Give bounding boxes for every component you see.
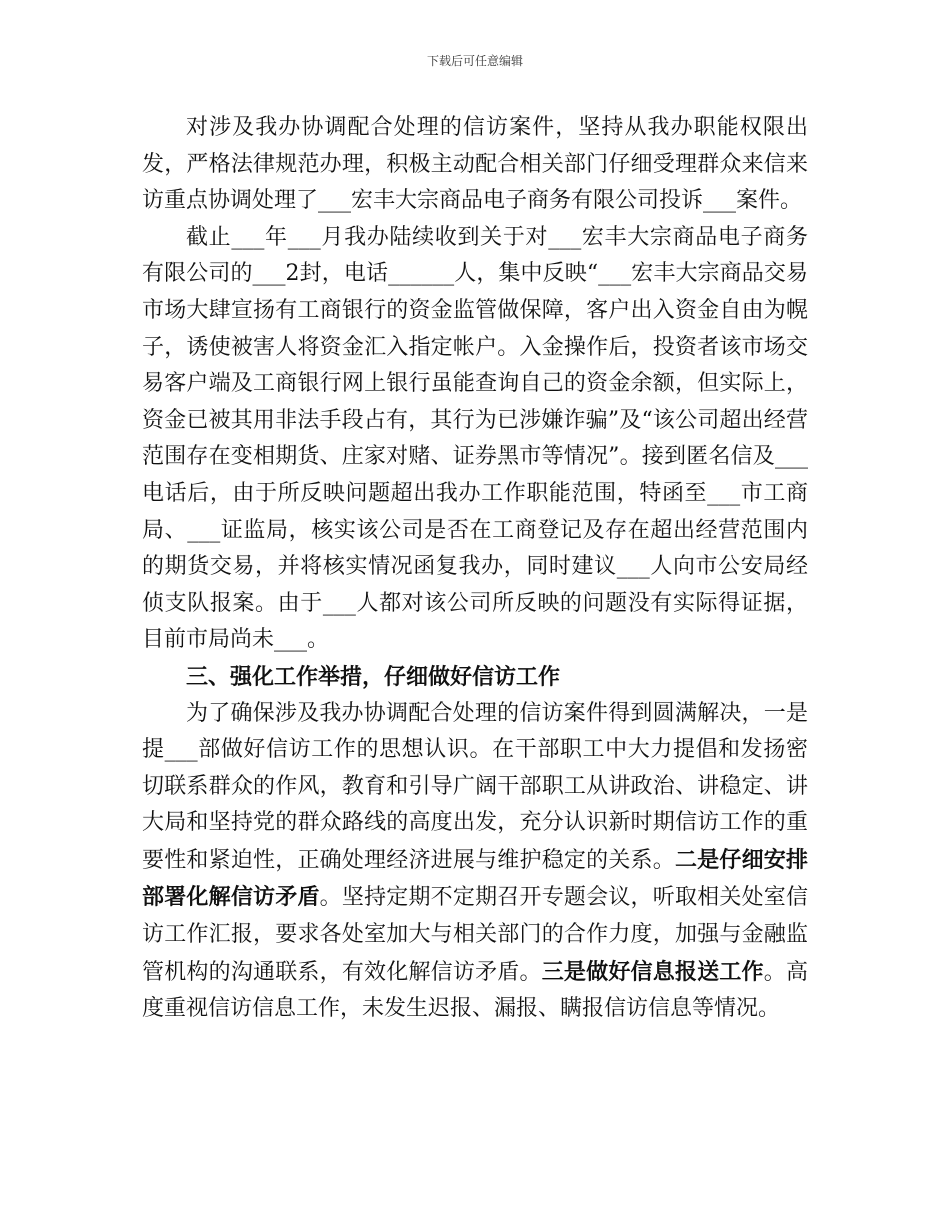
section-heading-3: 三、强化工作举措，仔细做好信访工作 (186, 663, 561, 690)
paragraph-3-bold-1: 二是仔细安排部署化解信访矛盾 (142, 846, 808, 911)
paragraph-3-text-1: 为了确保涉及我办协调配合处理的信访案件得到圆满解决，一是提___部做好信访工作的思想认识。在干部职工中大力提倡和发扬密切联系群众的作风，教育和引导广阔干部职工从讲政治、讲稳定、讲大局和坚持党的群众路线的高度出发，充分认识新时期信访工作的重要性和紧迫性，正确处理经济进展与维护稳定的关系。 (142, 700, 808, 873)
paragraph-2: 截止___年___月我办陆续收到关于对___宏丰大宗商品电子商务有限公司的___2封，电话______人，集中反映“___宏丰大宗商品交易市场大肆宣扬有工商银行的资金监管做保障，客户出入资金自由为幌子，诱使被害人将资金汇入指定帐户。入金操作后，投资者该市场交易客户端及工商银行网上银行虽能查询自己的资金余额，但实际上，资金已被其用非法手段占有，其行为已涉嫌诈骗”及“该公司超出经营范围存在变相期货、庄家对赌、证券黑市等情况”。接到匿名信及___电话后，由于所反映问题超出我办工作职能范围，特函至___市工商局、___证监局，核实该公司是否在工商登记及存在超出经营范围内的期货交易，并将核实情况函复我办，同时建议___人向市公安局经侦支队报案。由于___人都对该公司所反映的问题没有实际得证据，目前市局尚未___。 (142, 224, 808, 653)
paragraph-3-text-3: 。高度重视信访信息工作，未发生迟报、漏报、瞒报信访信息等情况。 (142, 959, 808, 1022)
page-header: 下载后可任意编辑 (426, 54, 523, 68)
paragraph-3-bold-2: 三是做好信息报送工作 (541, 958, 764, 985)
document-body (142, 110, 808, 1028)
paragraph-3-text-2: 。坚持定期不定期召开专题会议，听取相关处室信访工作汇报，要求各处室加大与相关部门的合作力度，加强与金融监管机构的沟通联系，有效化解信访矛盾。 (142, 885, 808, 985)
paragraph-1: 对涉及我办协调配合处理的信访案件，坚持从我办职能权限出发，严格法律规范办理，积极主动配合相关部门仔细受理群众来信来访重点协调处理了___宏丰大宗商品电子商务有限公司投诉___案件。 (142, 115, 808, 214)
paragraph-3 (142, 696, 808, 1028)
